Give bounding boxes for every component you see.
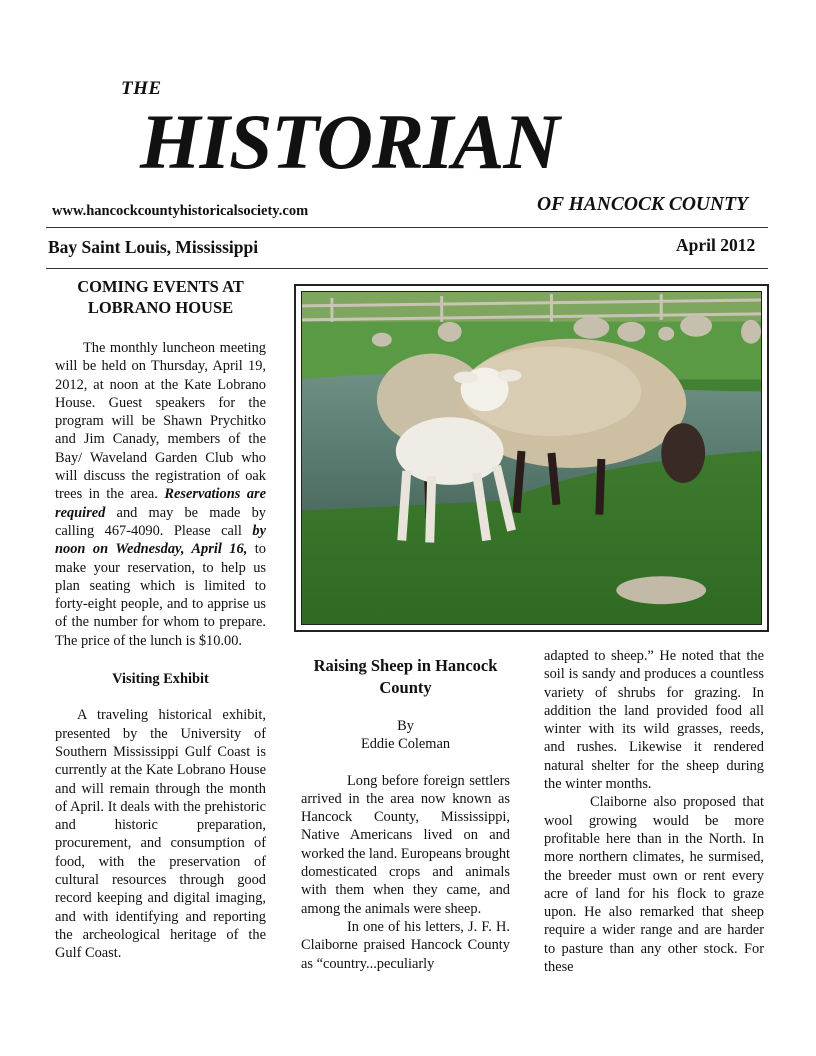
sheep-photo-image [301,291,762,625]
events-reservations-emphasis: Reservations are required [55,486,266,521]
masthead-subtitle: OF HANCOCK COUNTY [537,194,748,215]
events-text-2: and may be made by calling 467-4090. Please call [55,504,266,539]
sheep-heading: Raising Sheep in Hancock County [313,656,498,697]
website-url[interactable]: www.hancockcountyhistoricalsociety.com [52,203,309,219]
sheep-paragraph-2: In one of his letters, J. F. H. Claiborne praised Hancock County as “country...peculiarly [301,918,510,972]
events-paragraph [55,339,266,650]
header-rule-top [46,227,768,228]
sheep-paragraph-1: Long before foreign settlers arrived in the area now known as Hancock County, Mississippi, Native Americans lived on and worked the land. Europeans brought domesticated crops and animals with them when they came, and among the animals were sheep. [301,772,511,917]
exhibit-paragraph: A traveling historical exhibit, presented by the University of Southern Mississippi Gulf Coast is currently at the Kate Lobrano House and will remain through the month of April. It deals with the prehistoric and historic preparation, procurement, and consumption of food, with the preservation of cultural resources through good record keeping and digital imaging, and with identifying and reporting the archeological heritage of the Gulf Coast. [55,707,266,962]
masthead-the: THE [121,78,162,99]
events-text-3: to make your reservation, to help us plan seating which is limited to forty-eight people, and to apprise us of the number for whom to prepare. The price of the lunch is $10.00. [55,541,267,649]
byline-by: By [397,718,414,734]
left-column [55,276,266,963]
events-deadline-emphasis: by noon on Wednesday, April 16, [55,522,266,558]
events-text-1: The monthly luncheon meeting will be held on Thursday, April 19, 2012, at noon at the Kate Lobrano House. Guest speakers for the program will be Shawn Prychitko and Jim Canady, members of the Bay/ Waveland Garden Club who will discuss the registration of oak trees in the area. [55,340,266,503]
masthead-title: HISTORIAN [140,98,559,185]
dateline-place: Bay Saint Louis, Mississippi [48,237,259,257]
header-rule-bottom [46,268,768,269]
sheep-paragraph-3: adapted to sheep.” He noted that the soil is sandy and produces a countless variety of shrubs for grazing. In addition the land provided food all winter with its wild grasses, reeds, and rushes. Likewise it rendered natural shelter for the sheep during the winter months. [544,648,764,793]
events-heading: COMING EVENTS AT LOBRANO HOUSE [77,277,244,317]
byline-author: Eddie Coleman [360,736,451,753]
middle-column [301,655,510,973]
exhibit-heading: Visiting Exhibit [112,671,209,688]
sheep-paragraph-4: Claiborne also proposed that wool growing would be more profitable here than in the North. In more northern climates, he surmised, the breeder must own or rent every acre of land for his flock to graze upon. He also remarked that sheep require a wider range and are harder to pasture than any other stock. For these [544,794,764,976]
issue-date: April 2012 [676,235,756,255]
sheep-photo [294,284,769,632]
right-column [544,647,764,976]
